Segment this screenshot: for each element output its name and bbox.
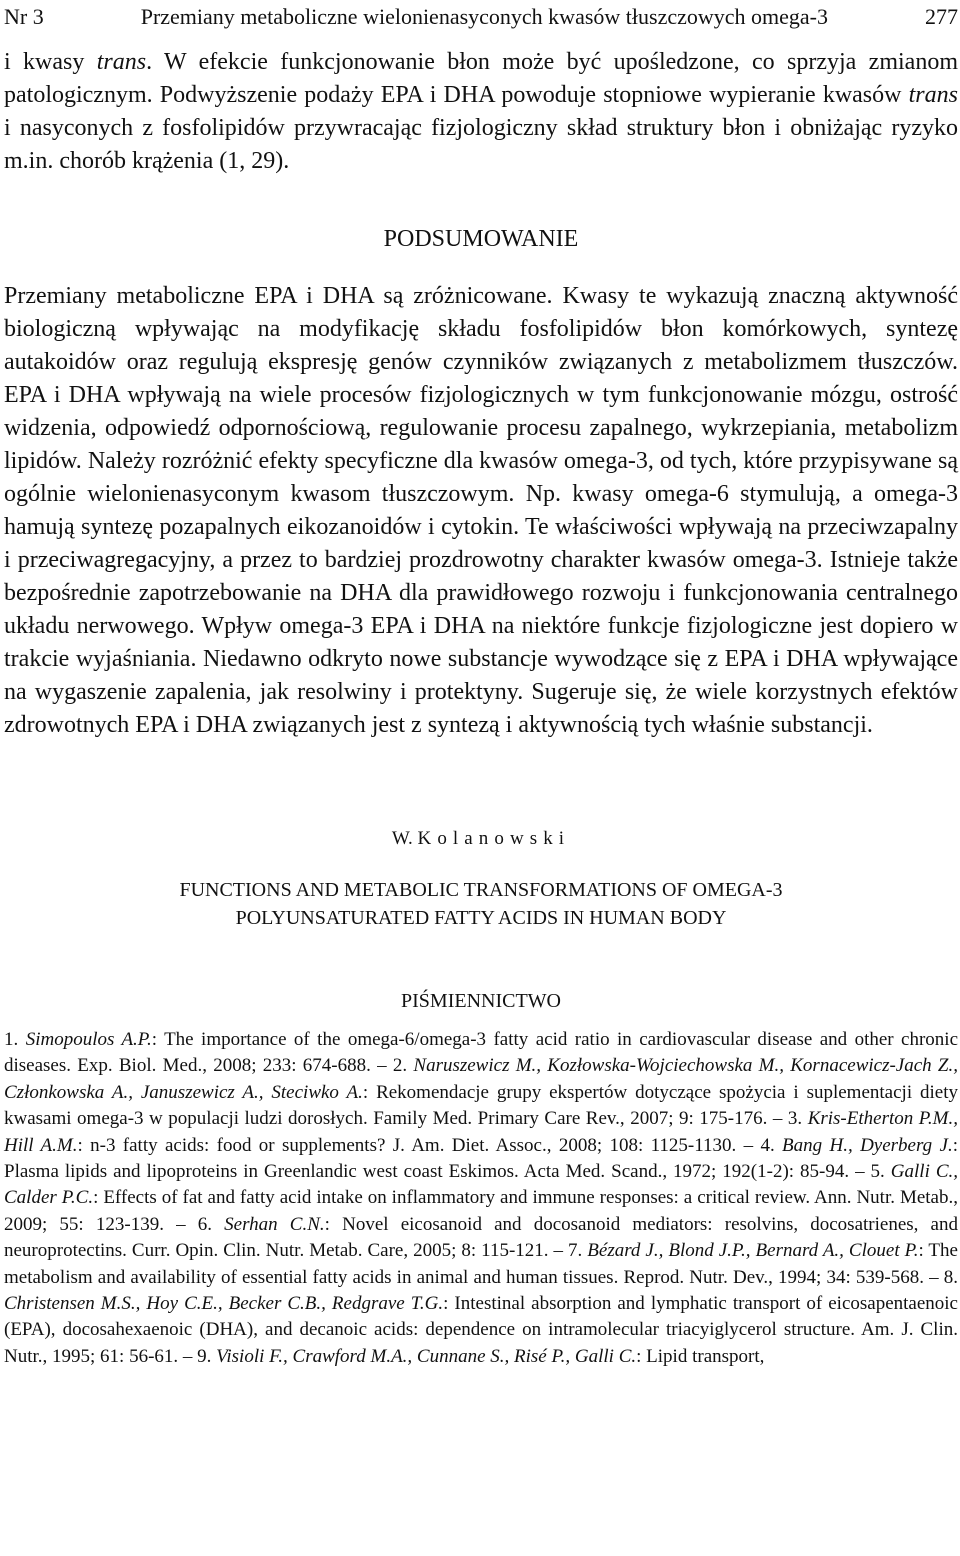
running-header (4, 2, 958, 32)
author-line (4, 828, 958, 850)
english-title-line-2: POLYUNSATURATED FATTY ACIDS IN HUMAN BODY (235, 907, 727, 929)
running-title: Przemiany metaboliczne wielonienasyconych kwasów tłuszczowych omega-3 (140, 4, 828, 29)
ref-authors: Kris-Etherton P.M., Hill A.M. (4, 1108, 958, 1156)
page-number: 277 (925, 4, 958, 29)
ref-text: : Plasma lipids and lipoproteins in Greenlandic west coast Eskimos. Acta Med. Scand., 1972; 192(1-2): 85-94. – 5. (4, 1134, 958, 1183)
english-title-line-1: FUNCTIONS AND METABOLIC TRANSFORMATIONS OF OMEGA-3 (179, 879, 783, 901)
ref-text: : The metabolism and availability of essential fatty acids in animal and human tissues. Reprod. Nutr. Dev., 1994; 34: 539-568. – 8. (4, 1240, 958, 1288)
ref-text: : The importance of the omega-6/omega-3 fatty acid ratio in cardiovascular disease and other chronic diseases. Exp. Biol. Med., 2008; 233: 674-688. – 2. (4, 1029, 959, 1077)
intro-italic-trans-1: trans (96, 49, 147, 75)
references-list (4, 1027, 958, 1370)
ref-authors: Naruszewicz M., Kozłowska-Wojciechowska M., Kornacewicz-Jach Z., Członkowska A., Januszewicz A., Steciwko A. (4, 1055, 958, 1103)
intro-text-2: . W efekcie funkcjonowanie błon może być upośledzone, co sprzyja zmianom patologicznym. Podwyższenie podaży EPA i DHA powoduje stopniowe wypieranie kwasów (4, 49, 958, 108)
intro-text-3: i nasyconych z fosfolipidów przywracając fizjologiczny skład struktury błon i obniżając ryzyko m.in. chorób krążenia (1, 29). (4, 115, 958, 174)
references-heading: PIŚMIENNICTWO (401, 990, 561, 1012)
summary-paragraph: Przemiany metaboliczne EPA i DHA są zróżnicowane. Kwasy te wykazują znaczną aktywność biologiczną wpływając na modyfikację składu fosfolipidów błon komórkowych, syntezę autakoidów oraz regulują ekspresję genów czynników związanych z metabolizmem tłuszczów. EPA i DHA wpływają na wiele procesów fizjologicznych w tym funkcjonowanie mózgu, ostrość widzenia, odpowiedź odpornościową, regulowanie procesu zapalnego, wykrzepiania, metabolizm lipidów. Należy rozróżnić efekty specyficzne dla kwasów omega-3, od tych, które przypisywane są ogólnie wielonienasyconym kwasom tłuszczowym. Np. kwasy omega-6 stymulują, a omega-3 hamują syntezę pozapalnych eikozanoidów i cytokin. Te właściwości wpływają na przeciwzapalny i przeciwagregacyjny, a przez to bardziej prozdrowotny charakter kwasów omega-3. Istnieje także bezpośrednie zapotrzebowanie na DHA dla prawidłowego rozwoju i funkcjonowania centralnego układu nerwowego. Wpływ omega-3 EPA i DHA na niektóre funkcje fizjologiczne jest dopiero w trakcie wyjaśniania. Niedawno odkryto nowe substancje wywodzące się z EPA i DHA wpływające na wygaszenie zapalenia, jak resolwiny i protektyny. Sugeruje się, że wiele korzystnych efektów zdrowotnych EPA i DHA związanych jest z syntezą i aktywnością tych właśnie substancji. (4, 283, 958, 738)
author-surname: Kolanowski (417, 828, 571, 849)
ref-text: 1. (4, 1029, 26, 1050)
ref-text: : Rekomendacje grupy ekspertów dotyczące spożycia i suplementacji diety kwasami omega-3 w populacji ludzi dorosłych. Family Med. Primary Care Rev., 2007; 9: 175-176. – 3. (4, 1081, 959, 1130)
ref-authors: Christensen M.S., Hoy C.E., Becker C.B., Redgrave T.G. (4, 1293, 444, 1315)
ref-authors: Simopoulos A.P. (25, 1029, 152, 1050)
intro-italic-trans-2: trans (908, 82, 958, 108)
ref-text: : Novel eicosanoid and docosanoid mediators: resolvins, docosatrienes, and neuroprotectins. Curr. Opin. Clin. Nutr. Metab. Care, 2005; 8: 115-121. – 7. (4, 1213, 958, 1262)
ref-text: : Lipid transport, (636, 1345, 765, 1367)
summary-heading: PODSUMOWANIE (383, 226, 579, 252)
ref-text: : Intestinal absorption and lymphatic transport of eicosapentaenoic (EPA), docosahexaenoic (DHA), and decanoic acids: dependence on intramolecular triacyiglycerol structure. Am. J. Clin. Nutr., 1995; 61: 56-61. – 9. (4, 1293, 958, 1367)
ref-text: : Effects of fat and fatty acid intake on inflammatory and immune responses: a critical review. Ann. Nutr. Metab., 2009; 55: 123-139. – 6. (4, 1187, 958, 1235)
intro-paragraph (4, 46, 958, 178)
intro-text-1: i kwasy (4, 49, 97, 75)
ref-text: : n-3 fatty acids: food or supplements? J. Am. Diet. Assoc., 2008; 108: 1125-1130. – 4. (77, 1134, 783, 1156)
ref-authors: Serhan C.N. (224, 1213, 325, 1235)
ref-authors: Galli C., Calder P.C. (4, 1161, 959, 1209)
author-initial: W. (391, 828, 418, 849)
ref-authors: Bang H., Dyerberg J. (782, 1134, 953, 1156)
english-title (4, 876, 958, 932)
ref-authors: Visioli F., Crawford M.A., Cunnane S., Risé P., Galli C. (216, 1345, 637, 1367)
journal-issue: Nr 3 (4, 4, 44, 29)
ref-authors: Bézard J., Blond J.P., Bernard A., Clouet P. (587, 1240, 919, 1262)
